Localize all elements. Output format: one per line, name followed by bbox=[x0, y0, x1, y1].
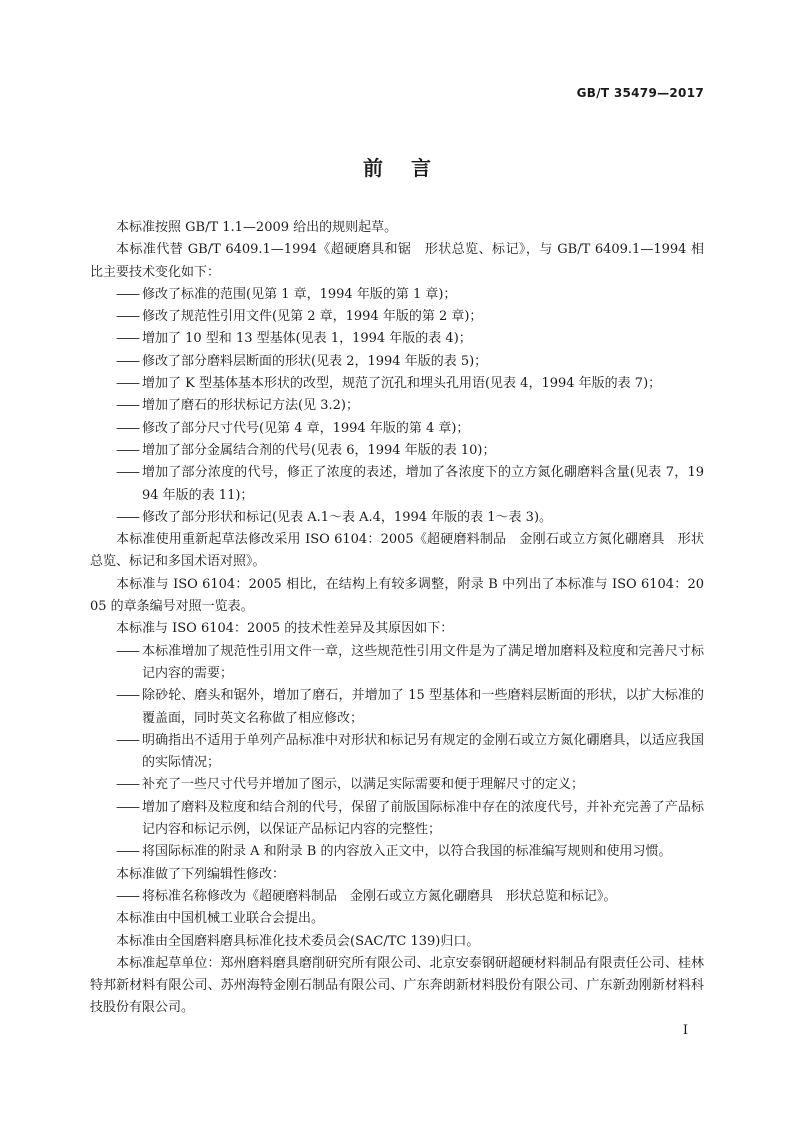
list-item-text: 本标准增加了规范性引用文件一章，这些规范性引用文件是为了满足增加磨料及粒度和完善尺寸标记内容的需要； bbox=[142, 643, 704, 681]
standard-code: GB/T 35479—2017 bbox=[576, 86, 704, 100]
dash-bullet bbox=[116, 395, 142, 417]
dash-bullet bbox=[116, 797, 142, 819]
list-item-text: 增加了磨石的形状标记方法(见 3.2)； bbox=[142, 398, 359, 414]
list-item bbox=[90, 351, 704, 373]
paragraph: 本标准由全国磨料磨具标准化技术委员会(SAC/TC 139)归口。 bbox=[116, 933, 480, 949]
paragraph: 本标准起草单位：郑州磨料磨具磨削研究所有限公司、北京安泰钢研超硬材料制品有限责任公司、桂林特邦新材料有限公司、苏州海特金刚石制品有限公司、广东奔朗新材料股份有限公司、广东新劲刚新材料科技股份有限公司。 bbox=[90, 955, 704, 1016]
list-item bbox=[90, 284, 704, 306]
dash-bullet bbox=[116, 351, 142, 373]
paragraph: 本标准与 ISO 6104：2005 相比，在结构上有较多调整，附录 B 中列出了本标准与 ISO 6104：2005 的章条编号对照一览表。 bbox=[90, 576, 704, 615]
dash-bullet bbox=[116, 507, 142, 529]
list-item-text: 明确指出不适用于单列产品标准中对形状和标记另有规定的金刚石或立方氮化硼磨具，以适应我国的实际情况； bbox=[142, 732, 704, 771]
list-item-text: 修改了部分形状和标记(见表 A.1～表 A.4，1994 年版的表 1～表 3)。 bbox=[142, 509, 553, 525]
list-item bbox=[90, 886, 704, 908]
dash-bullet bbox=[116, 328, 142, 350]
list-item bbox=[90, 373, 704, 395]
list-item bbox=[90, 730, 704, 775]
dash-bullet bbox=[116, 774, 142, 796]
foreword-body bbox=[90, 217, 704, 1020]
page-title: 前言 bbox=[363, 156, 459, 180]
list-item-text: 除砂轮、磨头和锯外，增加了磨石，并增加了 15 型基体和一些磨料层断面的形状，以扩大标准的覆盖面，同时英文名称做了相应修改； bbox=[142, 688, 704, 726]
list-item-text: 增加了部分浓度的代号，修正了浓度的表述，增加了各浓度下的立方氮化硼磨料含量(见表 7，1994 年版的表 11)； bbox=[142, 465, 704, 503]
list-item-text: 修改了部分磨料层断面的形状(见表 2，1994 年版的表 5)； bbox=[142, 353, 488, 369]
list-item bbox=[90, 462, 704, 507]
list-item bbox=[90, 328, 704, 350]
list-item bbox=[90, 395, 704, 417]
list-item-text: 修改了规范性引用文件(见第 2 章，1994 年版的第 2 章)； bbox=[142, 309, 483, 325]
dash-bullet bbox=[116, 306, 142, 328]
list-item bbox=[90, 685, 704, 730]
list-item bbox=[90, 418, 704, 440]
list-item bbox=[90, 641, 704, 686]
dash-bullet bbox=[116, 462, 142, 484]
list-item-text: 增加了 10 型和 13 型基体(见表 1，1994 年版的表 4)； bbox=[142, 331, 472, 347]
list-item-text: 将国际标准的附录 A 和附录 B 的内容放入正文中，以符合我国的标准编写规则和使用习惯。 bbox=[142, 844, 672, 860]
list-item bbox=[90, 841, 704, 863]
list-item bbox=[90, 440, 704, 462]
paragraph: 本标准由中国机械工业联合会提出。 bbox=[116, 911, 325, 927]
list-item bbox=[90, 306, 704, 328]
paragraph: 本标准与 ISO 6104：2005 的技术性差异及其原因如下： bbox=[116, 621, 454, 637]
dash-bullet bbox=[116, 685, 142, 707]
paragraph: 本标准按照 GB/T 1.1—2009 给出的规则起草。 bbox=[116, 220, 398, 235]
page-number: I bbox=[682, 1023, 688, 1038]
dash-bullet bbox=[116, 730, 142, 752]
list-item bbox=[90, 797, 704, 842]
list-item bbox=[90, 774, 704, 796]
list-item-text: 补充了一些尺寸代号并增加了图示，以满足实际需要和便于理解尺寸的定义； bbox=[142, 777, 585, 793]
dash-bullet bbox=[116, 841, 142, 863]
list-item-text: 修改了部分尺寸代号(见第 4 章，1994 年版的第 4 章)； bbox=[142, 420, 470, 436]
paragraph: 本标准使用重新起草法修改采用 ISO 6104：2005《超硬磨料制品 金刚石或立方氮化硼磨具 形状总览、标记和多国术语对照》。 bbox=[90, 532, 704, 570]
dash-bullet bbox=[116, 284, 142, 306]
dash-bullet bbox=[116, 440, 142, 462]
list-item-text: 修改了标准的范围(见第 1 章，1994 年版的第 1 章)； bbox=[142, 286, 457, 302]
list-item-text: 将标准名称修改为《超硬磨料制品 金刚石或立方氮化硼磨具 形状总览和标记》。 bbox=[142, 888, 617, 904]
dash-bullet bbox=[116, 886, 142, 908]
paragraph: 本标准代替 GB/T 6409.1—1994《超硬磨具和锯 形状总览、标记》，与 GB/T 6409.1—1994 相比主要技术变化如下： bbox=[90, 242, 704, 280]
dash-bullet bbox=[116, 373, 142, 395]
list-item bbox=[90, 507, 704, 529]
paragraph: 本标准做了下列编辑性修改： bbox=[116, 866, 286, 882]
dash-bullet bbox=[116, 418, 142, 440]
list-item-text: 增加了 K 型基体基本形状的改型，规范了沉孔和埋头孔用语(见表 4，1994 年版的表 7)； bbox=[142, 376, 662, 392]
list-item-text: 增加了磨料及粒度和结合剂的代号，保留了前版国际标准中存在的浓度代号，并补充完善了产品标记内容和标记示例，以保证产品标记内容的完整性； bbox=[142, 799, 704, 838]
dash-bullet bbox=[116, 641, 142, 663]
list-item-text: 增加了部分金属结合剂的代号(见表 6，1994 年版的表 10)； bbox=[142, 442, 496, 458]
